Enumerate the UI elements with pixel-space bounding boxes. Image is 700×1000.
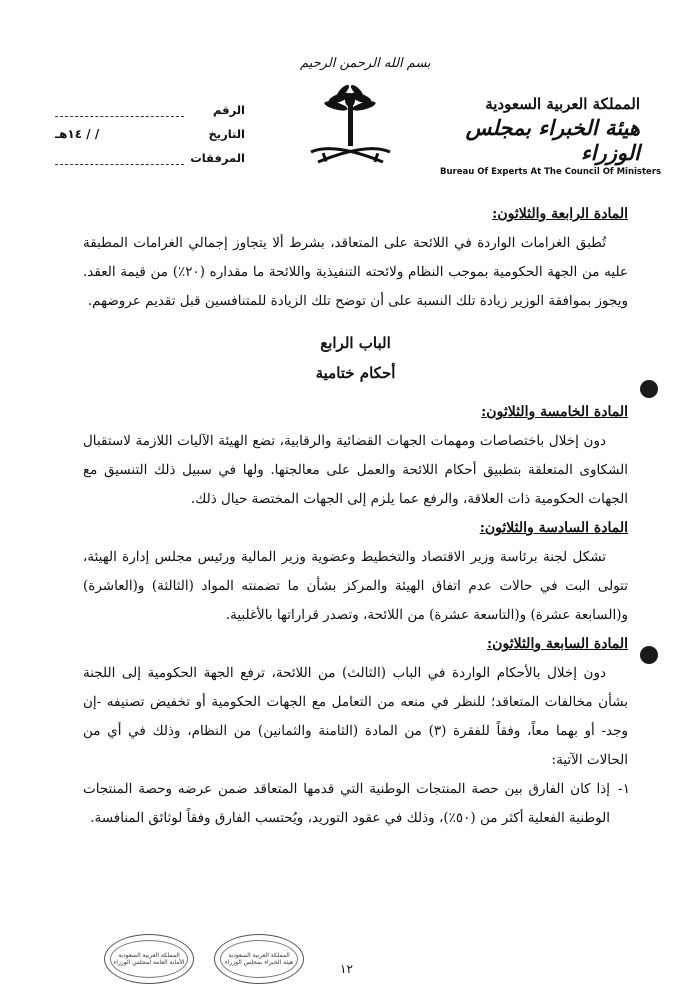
ref-line (55, 104, 184, 117)
document-meta (55, 97, 245, 169)
article-36-text: تشكل لجنة برئاسة وزير الاقتصاد والتخطيط وعضوية وزير المالية ورئيس مجلس إدارة الهيئة، تتولى البت في حالات عدم اتفاق الهيئة والمركز بشأن ما تضمنته المواد (الثالثة) و(العاشرة) و(السابعة عشرة) و(التاسعة عشرة) من اللائحة، وتصدر قراراتها بالأغلبية. (83, 549, 628, 623)
item-number: ١- (618, 781, 630, 797)
chapter-subtitle: أحكام ختامية (315, 364, 396, 382)
kingdom-name: المملكة العربية السعودية (485, 95, 640, 113)
bureau-name-en: Bureau Of Experts At The Council Of Ministers (440, 167, 662, 177)
official-stamp (214, 934, 304, 984)
article-34-heading: المادة الرابعة والثلاثون: (492, 206, 628, 222)
chapter-title: الباب الرابع (320, 334, 391, 352)
article-37-heading: المادة السابعة والثلاثون: (487, 636, 628, 652)
article-36-heading: المادة السادسة والثلاثون: (479, 520, 628, 536)
official-stamp (104, 934, 194, 984)
article-35-heading: المادة الخامسة والثلاثون: (481, 404, 628, 420)
punch-hole (640, 380, 658, 398)
stamp-line: المملكة العربية السعودية (228, 952, 290, 959)
article-37-item-1 (83, 775, 628, 833)
document-body (83, 200, 628, 833)
attachments-row (55, 145, 245, 165)
organization-header (410, 95, 662, 177)
stamp-line: هيئة الخبراء بمجلس الوزراء (224, 959, 294, 966)
date-row (55, 121, 245, 141)
item-text: إذا كان الفارق بين حصة المنتجات الوطنية التي قدمها المتعاقد ضمن عرضه وحصة المنتجات الوطنية الفعلية أكثر من (٥٠٪)، وذلك في عقود التوريد، ويُحتسب الفارق وفقاً لوثائق المنافسة. (83, 781, 610, 826)
saudi-emblem-icon (303, 82, 398, 170)
stamp-line: الأمانة العامة لمجلس الوزراء (113, 959, 185, 966)
ref-label: الرقم (213, 103, 245, 117)
attachments-label: المرفقات (190, 151, 245, 165)
article-37-text: دون إخلال بالأحكام الواردة في الباب (الثالث) من اللائحة، ترفع الجهة الحكومية إلى اللجنة بشأن مخالفات المتعاقد؛ للنظر في منعه من التعامل مع الجهات الحكومية أو تخفيض تصنيفه -إن وجد- أو بهما معاً، وفقاً للفقرة (٣) من المادة (الثامنة والثمانين) من النظام، وذلك في أي من الحالات الآتية: (83, 665, 628, 768)
chapter-heading (83, 328, 628, 388)
basmala: بسم الله الرحمن الرحيم (300, 56, 431, 71)
article-35-text: دون إخلال باختصاصات ومهمات الجهات القضائية والرقابية، تضع الهيئة الآليات اللازمة لاستقبال الشكاوى المتعلقة بتطبيق أحكام اللائحة والعمل على معالجتها. ولها في سبيل ذلك التنسيق مع الجهات الحكومية ذات العلاقة، والرفع عما يلزم إلى الجهات المختصة حيال ذلك. (83, 433, 628, 507)
ref-row (55, 97, 245, 117)
bureau-name-ar: هيئة الخبراء بمجلس الوزراء (465, 115, 640, 165)
date-label: التاريخ (208, 127, 245, 141)
article-34-text: تُطبق الغرامات الواردة في اللائحة على المتعاقد، بشرط ألا يتجاوز إجمالي الغرامات المطبقة عليه من الجهة الحكومية بموجب النظام ولائحته التنفيذية واللائحة ما مقداره (٢٠٪) من قيمة العقد. ويجوز بموافقة الوزير زيادة تلك النسبة على أن توضح تلك الزيادة للمتنافسين قبل تقديم عروضهم. (83, 235, 628, 309)
page-number: ١٢ (340, 962, 353, 976)
punch-hole (640, 646, 658, 664)
stamp-line: المملكة العربية السعودية (118, 952, 180, 959)
date-value: / / ١٤هـ (55, 127, 100, 141)
attachments-line (55, 152, 184, 165)
